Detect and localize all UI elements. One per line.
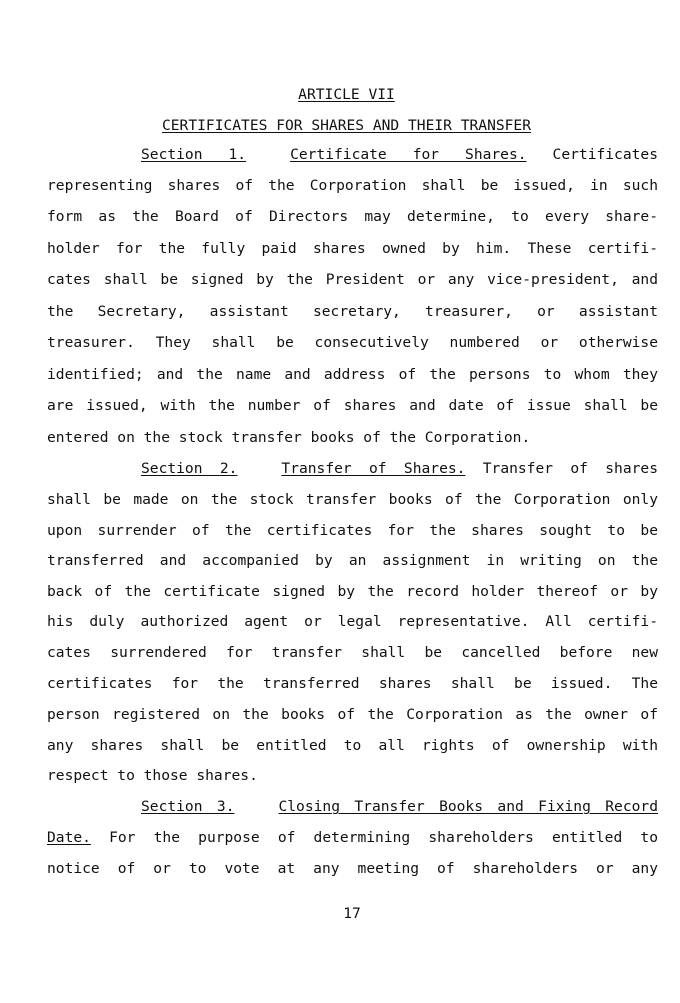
paragraph-line: notice of or to vote at any meeting of shareholders or any xyxy=(47,860,658,877)
section-2-heading-line xyxy=(141,460,658,478)
paragraph-line: form as the Board of Directors may determine, to every share- xyxy=(47,208,658,225)
paragraph-line: upon surrender of the certificates for the shares sought to be xyxy=(47,522,658,539)
paragraph-line: his duly authorized agent or legal representative. All certifi- xyxy=(47,613,658,630)
section-3-heading-continued: Date. xyxy=(47,829,91,846)
section-3-heading-continued-line xyxy=(47,829,658,847)
article-subtitle: CERTIFICATES FOR SHARES AND THEIR TRANSFER xyxy=(161,117,532,134)
paragraph-line: Certificates xyxy=(552,146,658,163)
paragraph-line: transferred and accompanied by an assignment in writing on the xyxy=(47,552,658,569)
section-3-heading: Closing Transfer Books and Fixing Record xyxy=(278,798,658,815)
paragraph-line: person registered on the books of the Corporation as the owner of xyxy=(47,706,658,723)
paragraph-line: are issued, with the number of shares and date of issue shall be xyxy=(47,397,658,414)
section-1-label: Section 1. xyxy=(141,146,247,163)
page-number: 17 xyxy=(343,905,361,922)
paragraph-line: any shares shall be entitled to all rights of ownership with xyxy=(47,737,658,754)
section-2-heading: Transfer of Shares. xyxy=(281,460,466,477)
article-title: ARTICLE VII xyxy=(298,86,395,103)
paragraph-line: certificates for the transferred shares shall be issued. The xyxy=(47,675,658,692)
paragraph-line: representing shares of the Corporation shall be issued, in such xyxy=(47,177,658,194)
paragraph-line: the Secretary, assistant secretary, treasurer, or assistant xyxy=(47,303,658,320)
paragraph-line: Transfer of shares xyxy=(482,460,658,477)
section-3-heading-line xyxy=(141,798,658,816)
paragraph-line: entered on the stock transfer books of the Corporation. xyxy=(47,429,531,446)
section-1-heading-line xyxy=(141,146,658,164)
paragraph-line: treasurer. They shall be consecutively numbered or otherwise xyxy=(47,334,658,351)
section-2-label: Section 2. xyxy=(141,460,238,477)
paragraph-line: For the purpose of determining shareholders entitled to xyxy=(109,829,658,846)
section-3-label: Section 3. xyxy=(141,798,235,815)
section-1-heading: Certificate for Shares. xyxy=(290,146,527,163)
paragraph-line: respect to those shares. xyxy=(47,767,258,784)
paragraph-line: shall be made on the stock transfer books of the Corporation only xyxy=(47,491,658,508)
paragraph-line: cates shall be signed by the President or any vice-president, and xyxy=(47,271,658,288)
paragraph-line: holder for the fully paid shares owned by him. These certifi- xyxy=(47,240,658,257)
paragraph-line: back of the certificate signed by the record holder thereof or by xyxy=(47,583,658,600)
paragraph-line: identified; and the name and address of the persons to whom they xyxy=(47,366,658,383)
paragraph-line: cates surrendered for transfer shall be cancelled before new xyxy=(47,644,658,661)
